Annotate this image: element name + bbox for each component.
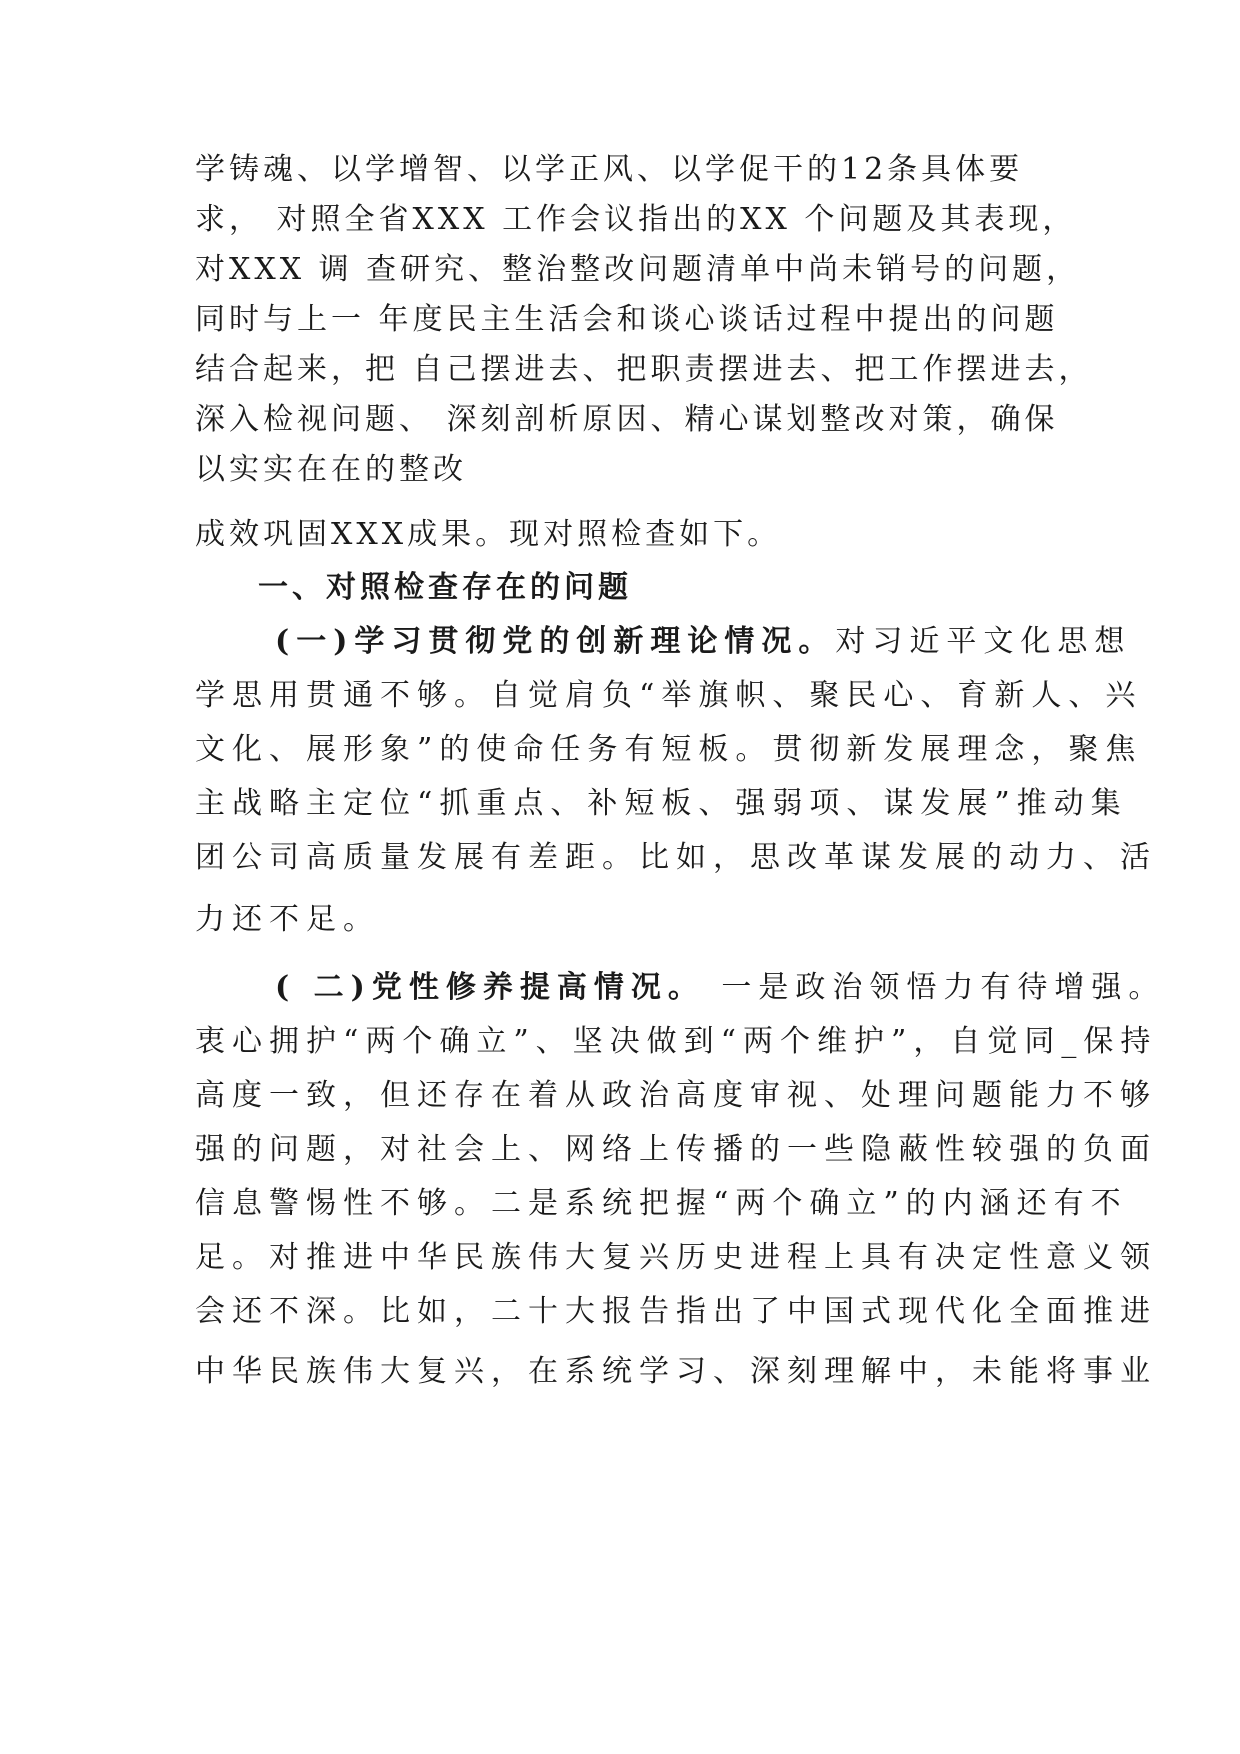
- text-line: 足。对推进中华民族伟大复兴历史进程上具有决定性意义领: [195, 1240, 1157, 1275]
- text-line: 高度一致，但还存在着从政治高度审视、处理问题能力不够: [195, 1078, 1157, 1113]
- paragraph-2-heading: ( 二)党性修养提高情况。: [275, 970, 705, 1005]
- text-line: 对XXX 调 查研究、整治整改问题清单中尚未销号的问题，: [195, 252, 1081, 287]
- text-line: 深入检视问题、 深刻剖析原因、精心谋划整改对策，确保: [195, 402, 1059, 437]
- paragraph-2-text: 一是政治领悟力有待增强。: [704, 970, 1166, 1005]
- text-line: 信息警惕性不够。二是系统把握“两个确立”的内涵还有不: [195, 1186, 1128, 1221]
- section-heading: 一、对照检查存在的问题: [258, 570, 632, 605]
- paragraph-1-text: 对习近平文化思想: [835, 624, 1132, 659]
- text-line: 成效巩固XXX成果。现对照检查如下。: [195, 517, 782, 552]
- paragraph-2-first-line: [275, 968, 1165, 1008]
- text-line: 强的问题，对社会上、网络上传播的一些隐蔽性较强的负面: [195, 1132, 1157, 1167]
- text-line: 学铸魂、以学增智、以学正风、以学促干的12条具体要: [195, 152, 1024, 187]
- paragraph-1-first-line: [275, 622, 1131, 662]
- text-line: 同时与上一 年度民主生活会和谈心谈话过程中提出的问题: [195, 302, 1059, 337]
- text-line: 求， 对照全省XXX 工作会议指出的XX 个问题及其表现，: [195, 202, 1077, 237]
- text-line: 文化、展形象”的使命任务有短板。贯彻新发展理念，聚焦: [195, 732, 1143, 767]
- text-line: 衷心拥护“两个确立”、坚决做到“两个维护”，自觉同_保持: [195, 1024, 1158, 1059]
- text-line: 学思用贯通不够。自觉肩负“举旗帜、聚民心、育新人、兴: [195, 678, 1143, 713]
- text-line: 中华民族伟大复兴，在系统学习、深刻理解中，未能将事业: [195, 1354, 1157, 1389]
- text-line: 会还不深。比如，二十大报告指出了中国式现代化全面推进: [195, 1294, 1157, 1329]
- text-line: 团公司高质量发展有差距。比如，思改革谋发展的动力、活: [195, 840, 1157, 875]
- text-line: 结合起来，把 自己摆进去、把职责摆进去、把工作摆进去，: [195, 352, 1093, 387]
- paragraph-1-heading: (一)学习贯彻党的创新理论情况。: [275, 624, 836, 659]
- text-line: 主战略主定位“抓重点、补短板、强弱项、谋发展”推动集: [195, 786, 1128, 821]
- text-line: 力还不足。: [195, 902, 380, 937]
- text-line: 以实实在在的整改: [195, 452, 467, 487]
